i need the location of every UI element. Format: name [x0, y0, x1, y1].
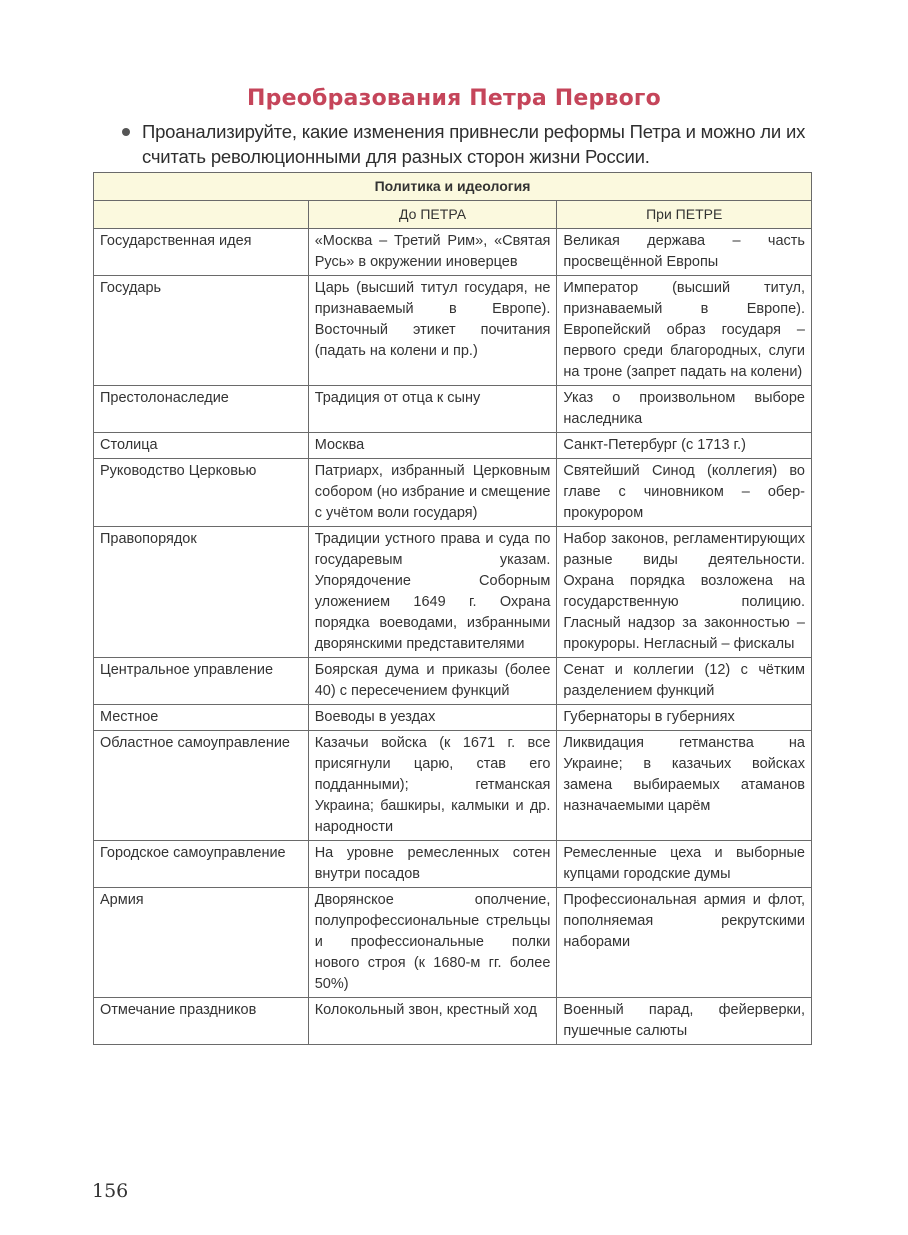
table-row [94, 998, 812, 1045]
column-header-aspect [94, 201, 309, 229]
section-header-row [94, 173, 812, 201]
row-after-cell: Санкт-Петербург (с 1713 г.) [557, 433, 812, 459]
row-before-cell: Традиция от отца к сыну [308, 386, 557, 433]
row-after-cell: Указ о произвольном выборе наследника [557, 386, 812, 433]
row-before-cell: Дворянское ополчение, полупрофессиональные стрельцы и профессиональные полки нового строя (к 1680-м гг. более 50%) [308, 888, 557, 998]
table-row [94, 459, 812, 527]
table-row [94, 527, 812, 658]
row-aspect-cell: Государственная идея [94, 229, 309, 276]
row-before-cell: Боярская дума и приказы (более 40) с пересечением функций [308, 658, 557, 705]
row-after-cell: Профессиональная армия и флот, пополняемая рекрутскими наборами [557, 888, 812, 998]
table-row [94, 386, 812, 433]
row-before-cell: Москва [308, 433, 557, 459]
reforms-table [93, 172, 812, 1045]
row-aspect-cell: Столица [94, 433, 309, 459]
table-row [94, 658, 812, 705]
row-before-cell: Воеводы в уездах [308, 705, 557, 731]
task-text: Проанализируйте, какие изменения привнесли реформы Петра и можно ли их считать революционными для разных сторон жизни России. [142, 121, 806, 167]
row-before-cell: Царь (высший титул государя, не признаваемый в Европе). Восточный этикет почитания (падать на колени и пр.) [308, 276, 557, 386]
row-aspect-cell: Армия [94, 888, 309, 998]
row-aspect-cell: Местное [94, 705, 309, 731]
row-before-cell: Традиции устного права и суда по государевым указам. Упорядочение Соборным уложением 1649 г. Охрана порядка воеводами, избранными дворянскими представителями [308, 527, 557, 658]
row-aspect-cell: Городское самоуправление [94, 841, 309, 888]
row-before-cell: «Москва – Третий Рим», «Святая Русь» в окружении иноверцев [308, 229, 557, 276]
table-row [94, 276, 812, 386]
row-aspect-cell: Государь [94, 276, 309, 386]
row-after-cell: Император (высший титул, признаваемый в Европе). Европейский образ государя – первого среди благородных, слуги на троне (запрет падать на колени) [557, 276, 812, 386]
row-after-cell: Набор законов, регламентирующих разные виды деятельности. Охрана порядка возложена на государственную полицию. Гласный надзор за законностью – прокуроры. Негласный – фискалы [557, 527, 812, 658]
table-row [94, 731, 812, 841]
row-after-cell: Военный парад, фейерверки, пушечные салюты [557, 998, 812, 1045]
table-body [94, 229, 812, 1045]
row-after-cell: Великая держава – часть просвещённой Европы [557, 229, 812, 276]
row-after-cell: Сенат и коллегии (12) с чётким разделением функций [557, 658, 812, 705]
table-row [94, 433, 812, 459]
section-title: Политика и идеология [94, 173, 812, 201]
table-row [94, 841, 812, 888]
row-after-cell: Ремесленные цеха и выборные купцами городские думы [557, 841, 812, 888]
row-aspect-cell: Правопорядок [94, 527, 309, 658]
row-after-cell: Святейший Синод (коллегия) во главе с чиновником – обер-прокурором [557, 459, 812, 527]
row-aspect-cell: Руководство Церковью [94, 459, 309, 527]
row-aspect-cell: Престолонаследие [94, 386, 309, 433]
row-before-cell: Патриарх, избранный Церковным собором (но избрание и смещение с учётом воли государя) [308, 459, 557, 527]
row-before-cell: На уровне ремесленных сотен внутри посадов [308, 841, 557, 888]
row-aspect-cell: Центральное управление [94, 658, 309, 705]
row-before-cell: Казачьи войска (к 1671 г. все присягнули царю, став его подданными); гетманская Украина; башкиры, калмыки и др. народности [308, 731, 557, 841]
bullet-icon [122, 128, 130, 136]
column-header-before: До ПЕТРА [308, 201, 557, 229]
row-aspect-cell: Областное самоуправление [94, 731, 309, 841]
table-row [94, 888, 812, 998]
table-row [94, 229, 812, 276]
row-after-cell: Губернаторы в губерниях [557, 705, 812, 731]
column-header-after: При ПЕТРЕ [557, 201, 812, 229]
page-number: 156 [92, 1180, 129, 1202]
table-row [94, 705, 812, 731]
row-before-cell: Колокольный звон, крестный ход [308, 998, 557, 1045]
row-aspect-cell: Отмечание праздников [94, 998, 309, 1045]
page-title: Преобразования Петра Первого [247, 86, 661, 111]
row-after-cell: Ликвидация гетманства на Украине; в казачьих войсках замена выбираемых атаманов назначаемыми царём [557, 731, 812, 841]
column-header-row [94, 201, 812, 229]
